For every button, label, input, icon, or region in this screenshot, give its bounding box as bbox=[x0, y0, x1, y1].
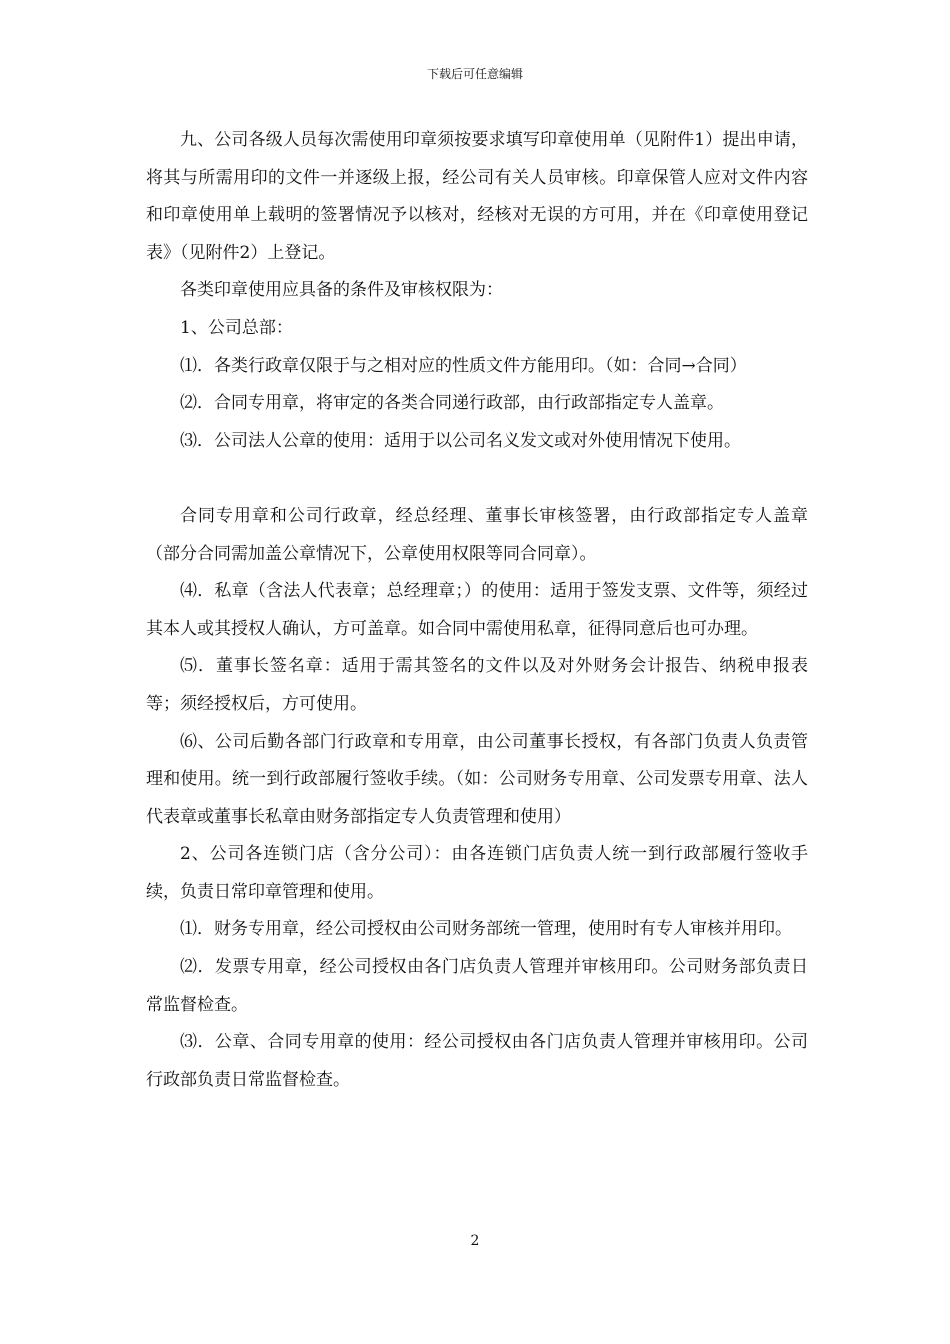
paragraph-store-item-2: ⑵．发票专用章，经公司授权由各门店负责人管理并审核用印。公司财务部负责日常监督检查。 bbox=[146, 957, 808, 1015]
paragraph-hq-item-4: ⑷．私章（含法人代表章；总经理章；）的使用：适用于签发支票、文件等，须经过其本人或其授权人确认，方可盖章。如合同中需使用私章，征得同意后也可办理。 bbox=[146, 581, 808, 639]
paragraph-hq-item-5: ⑸．董事长签名章：适用于需其签名的文件以及对外财务会计报告、纳税申报表等；须经授权后，方可使用。 bbox=[146, 656, 808, 714]
paragraph-store-item-1: ⑴．财务专用章，经公司授权由公司财务部统一管理，使用时有专人审核并用印。 bbox=[180, 919, 792, 940]
paragraph-hq-item-2: ⑵．合同专用章，将审定的各类合同递行政部，由行政部指定专人盖章。 bbox=[180, 393, 724, 414]
paragraph-seal-application: 九、公司各级人员每次需使用印章须按要求填写印章使用单（见附件1）提出申请，将其与所需用印的文件一并逐级上报，经公司有关人员审核。印章保管人应对文件内容和印章使用单上载明的签署情况予以核对，经核对无误的方可用，并在《印章使用登记表》（见附件2）上登记。 bbox=[146, 130, 808, 263]
paragraph-conditions-intro: 各类印章使用应具备的条件及审核权限为： bbox=[180, 280, 503, 301]
paragraph-store-item-3: ⑶．公章、合同专用章的使用：经公司授权由各门店负责人管理并审核用印。公司行政部负责日常监督检查。 bbox=[146, 1032, 808, 1090]
paragraph-hq-item-6: ⑹、公司后勤各部门行政章和专用章，由公司董事长授权，有各部门负责人负责管理和使用。统一到行政部履行签收手续。（如：公司财务专用章、公司发票专用章、法人代表章或董事长私章由财务部指定专人负责管理和使用） bbox=[146, 731, 808, 827]
page-header: 下载后可任意编辑 bbox=[426, 67, 523, 81]
page-number: 2 bbox=[470, 1233, 480, 1249]
paragraph-headquarters-heading: 1、公司总部： bbox=[180, 317, 293, 338]
paragraph-contract-seal-approval: 合同专用章和公司行政章，经总经理、董事长审核签署，由行政部指定专人盖章（部分合同需加盖公章情况下，公章使用权限等同合同章）。 bbox=[146, 505, 808, 564]
paragraph-hq-item-1: ⑴．各类行政章仅限于与之相对应的性质文件方能用印。（如：合同→合同） bbox=[180, 355, 747, 376]
document-body bbox=[146, 122, 808, 1099]
paragraph-hq-item-3: ⑶．公司法人公章的使用：适用于以公司名义发文或对外使用情况下使用。 bbox=[180, 430, 741, 451]
blank-line bbox=[146, 460, 808, 498]
paragraph-stores-heading: 2、公司各连锁门店（含分公司）：由各连锁门店负责人统一到行政部履行签收手续，负责日常印章管理和使用。 bbox=[146, 844, 808, 902]
